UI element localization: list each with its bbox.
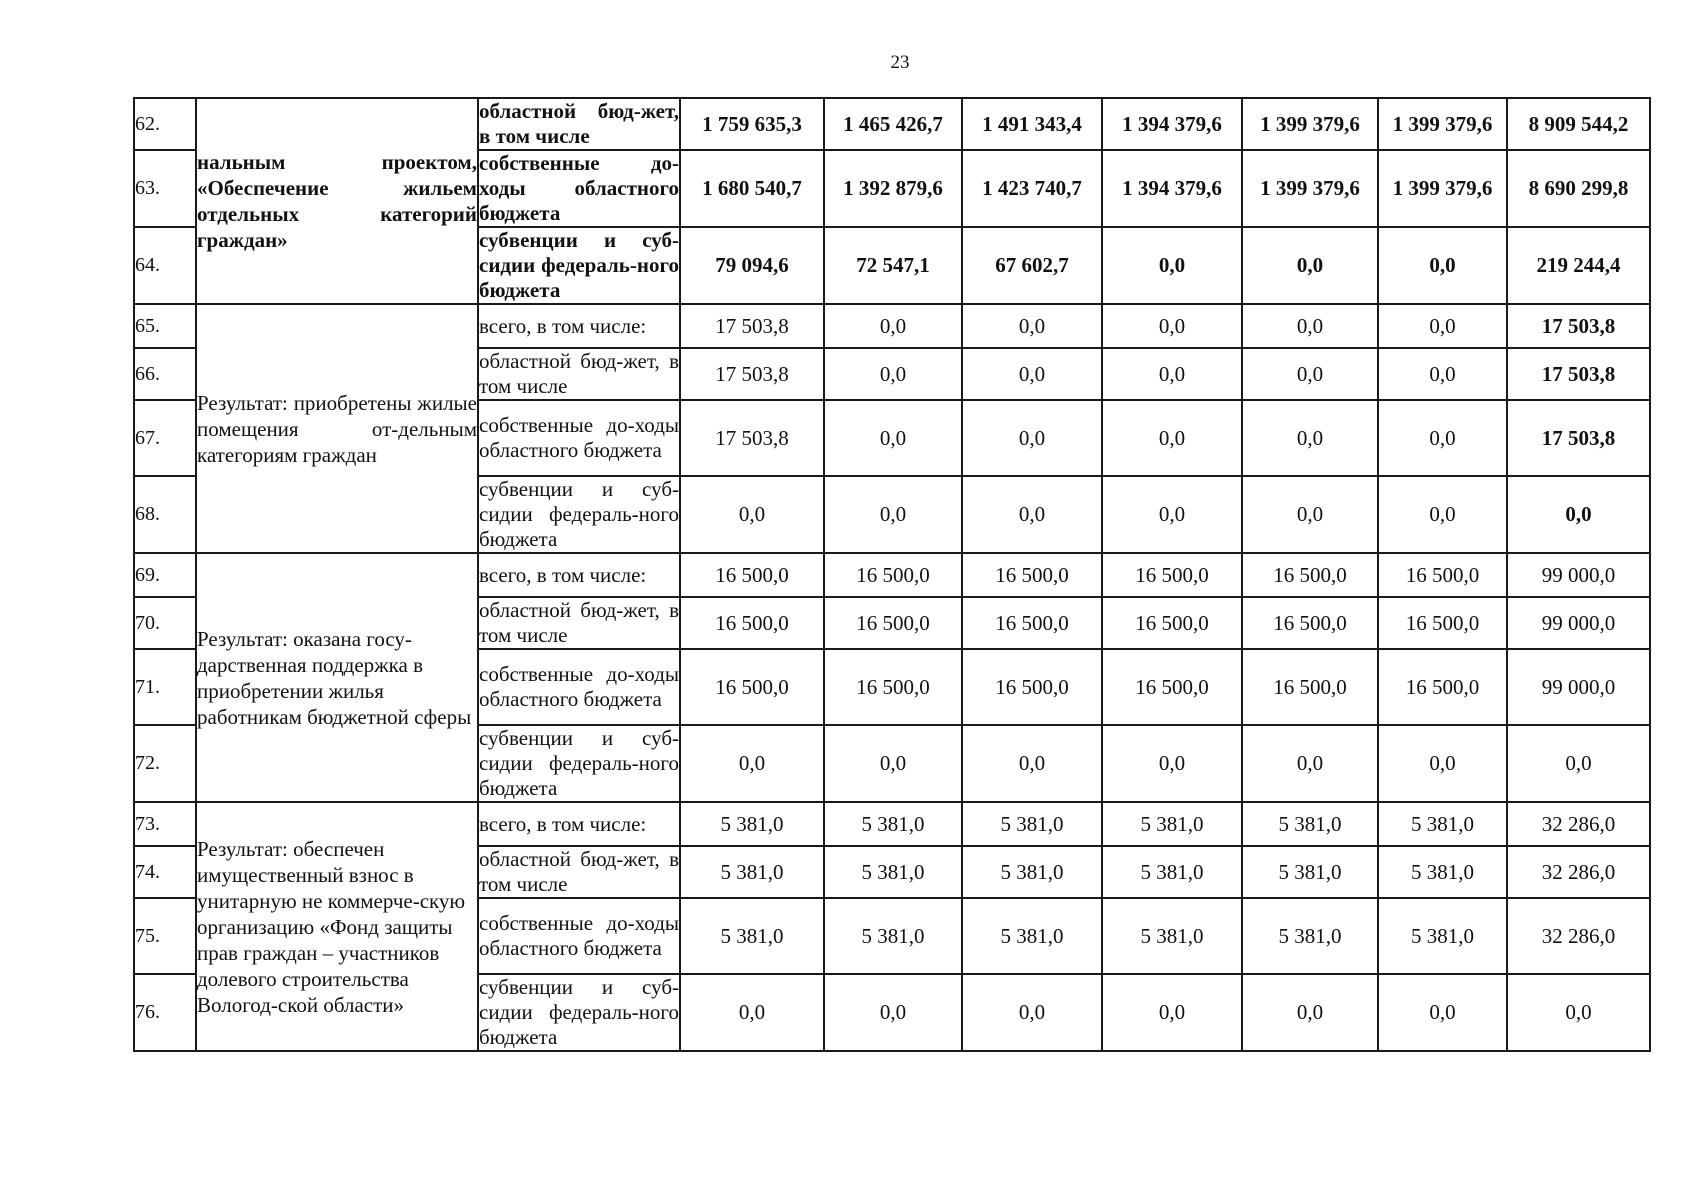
value-cell: 0,0 xyxy=(962,304,1102,348)
value-cell: 17 503,8 xyxy=(680,348,824,400)
total-cell: 32 286,0 xyxy=(1507,802,1650,846)
value-cell: 0,0 xyxy=(1242,400,1378,476)
value-cell: 0,0 xyxy=(1378,304,1507,348)
table-row xyxy=(134,802,1650,846)
value-cell: 5 381,0 xyxy=(1242,846,1378,898)
value-cell: 0,0 xyxy=(1378,348,1507,400)
value-cell: 5 381,0 xyxy=(824,802,962,846)
value-cell: 0,0 xyxy=(1242,725,1378,802)
value-cell: 0,0 xyxy=(824,304,962,348)
value-cell: 0,0 xyxy=(1102,348,1242,400)
value-cell: 0,0 xyxy=(1378,476,1507,553)
row-number: 62. xyxy=(134,98,196,150)
funding-source: субвенции и суб-сидии федераль-ного бюджета xyxy=(479,975,679,1049)
row-number: 71. xyxy=(134,649,196,725)
funding-source: субвенции и суб-сидии федераль-ного бюджета xyxy=(479,726,679,800)
value-cell: 16 500,0 xyxy=(962,597,1102,649)
total-cell: 17 503,8 xyxy=(1507,304,1650,348)
row-number: 66. xyxy=(134,348,196,400)
total-cell: 219 244,4 xyxy=(1507,227,1650,304)
value-cell: 5 381,0 xyxy=(1242,802,1378,846)
value-cell: 5 381,0 xyxy=(1102,898,1242,974)
funding-source: собственные до-ходы областного бюджета xyxy=(478,649,680,725)
value-cell: 16 500,0 xyxy=(824,553,962,597)
funding-source: областной бюд-жет, в том числе xyxy=(479,99,679,148)
value-cell: 0,0 xyxy=(824,476,962,553)
value-cell: 0,0 xyxy=(962,348,1102,400)
value-cell: 5 381,0 xyxy=(962,898,1102,974)
row-number: 73. xyxy=(134,802,196,846)
value-cell: 67 602,7 xyxy=(962,227,1102,304)
value-cell: 16 500,0 xyxy=(1242,597,1378,649)
value-cell: 1 423 740,7 xyxy=(962,150,1102,227)
row-number: 68. xyxy=(134,476,196,553)
value-cell: 16 500,0 xyxy=(1102,597,1242,649)
funding-source: всего, в том числе: xyxy=(478,802,680,846)
value-cell: 16 500,0 xyxy=(680,649,824,725)
value-cell: 0,0 xyxy=(1102,304,1242,348)
total-cell: 99 000,0 xyxy=(1507,597,1650,649)
value-cell: 5 381,0 xyxy=(1102,802,1242,846)
funding-source: всего, в том числе: xyxy=(478,304,680,348)
value-cell: 0,0 xyxy=(1242,304,1378,348)
value-cell: 16 500,0 xyxy=(680,597,824,649)
page-number: 23 xyxy=(890,52,910,73)
total-cell: 99 000,0 xyxy=(1507,553,1650,597)
row-number: 76. xyxy=(134,974,196,1051)
value-cell: 16 500,0 xyxy=(1378,649,1507,725)
total-cell: 0,0 xyxy=(1507,974,1650,1051)
row-number: 65. xyxy=(134,304,196,348)
value-cell: 0,0 xyxy=(824,400,962,476)
value-cell: 1 759 635,3 xyxy=(680,98,824,150)
value-cell: 0,0 xyxy=(1378,974,1507,1051)
budget-table xyxy=(133,97,1651,1052)
value-cell: 16 500,0 xyxy=(824,597,962,649)
row-number: 67. xyxy=(134,400,196,476)
value-cell: 16 500,0 xyxy=(962,553,1102,597)
value-cell: 0,0 xyxy=(1102,974,1242,1051)
value-cell: 16 500,0 xyxy=(962,649,1102,725)
funding-source: собственные до-ходы областного бюджета xyxy=(478,400,680,476)
total-cell: 8 690 299,8 xyxy=(1507,150,1650,227)
value-cell: 16 500,0 xyxy=(1102,553,1242,597)
value-cell: 0,0 xyxy=(1102,400,1242,476)
value-cell: 0,0 xyxy=(824,348,962,400)
group-description: Результат: обеспечен имущественный взнос в унитарную не коммерче-скую организацию «Фонд защиты прав граждан – участников долевого строительства Вологод-ской области» xyxy=(196,802,478,1051)
value-cell: 1 394 379,6 xyxy=(1102,150,1242,227)
value-cell: 1 399 379,6 xyxy=(1242,150,1378,227)
total-cell: 17 503,8 xyxy=(1507,400,1650,476)
value-cell: 5 381,0 xyxy=(680,898,824,974)
total-cell: 8 909 544,2 xyxy=(1507,98,1650,150)
row-number: 70. xyxy=(134,597,196,649)
table-row xyxy=(134,553,1650,597)
row-number: 75. xyxy=(134,898,196,974)
funding-source: областной бюд-жет, в том числе xyxy=(479,349,679,398)
funding-source: субвенции и суб-сидии федераль-ного бюджета xyxy=(479,228,679,302)
value-cell: 16 500,0 xyxy=(680,553,824,597)
value-cell: 5 381,0 xyxy=(680,802,824,846)
total-cell: 32 286,0 xyxy=(1507,846,1650,898)
funding-source: собственные до-ходы областного бюджета xyxy=(479,151,679,225)
value-cell: 1 399 379,6 xyxy=(1242,98,1378,150)
value-cell: 1 465 426,7 xyxy=(824,98,962,150)
value-cell: 16 500,0 xyxy=(1242,649,1378,725)
value-cell: 0,0 xyxy=(1378,725,1507,802)
total-cell: 99 000,0 xyxy=(1507,649,1650,725)
row-number: 72. xyxy=(134,725,196,802)
value-cell: 16 500,0 xyxy=(1378,597,1507,649)
value-cell: 5 381,0 xyxy=(962,846,1102,898)
value-cell: 5 381,0 xyxy=(824,846,962,898)
value-cell: 1 491 343,4 xyxy=(962,98,1102,150)
value-cell: 17 503,8 xyxy=(680,304,824,348)
row-number: 69. xyxy=(134,553,196,597)
value-cell: 0,0 xyxy=(1102,725,1242,802)
total-cell: 17 503,8 xyxy=(1507,348,1650,400)
value-cell: 0,0 xyxy=(680,974,824,1051)
value-cell: 0,0 xyxy=(680,725,824,802)
value-cell: 16 500,0 xyxy=(824,649,962,725)
value-cell: 1 394 379,6 xyxy=(1102,98,1242,150)
value-cell: 16 500,0 xyxy=(1102,649,1242,725)
total-cell: 32 286,0 xyxy=(1507,898,1650,974)
table-row xyxy=(134,304,1650,348)
group-description: Результат: оказана госу-дарственная поддержка в приобретении жилья работникам бюджетной сферы xyxy=(196,553,478,802)
value-cell: 1 399 379,6 xyxy=(1378,150,1507,227)
total-cell: 0,0 xyxy=(1507,476,1650,553)
value-cell: 0,0 xyxy=(1242,974,1378,1051)
value-cell: 5 381,0 xyxy=(824,898,962,974)
funding-source: всего, в том числе: xyxy=(478,553,680,597)
value-cell: 1 392 879,6 xyxy=(824,150,962,227)
value-cell: 0,0 xyxy=(1378,227,1507,304)
funding-source: собственные до-ходы областного бюджета xyxy=(478,898,680,974)
value-cell: 16 500,0 xyxy=(1242,553,1378,597)
value-cell: 0,0 xyxy=(824,725,962,802)
funding-source: областной бюд-жет, в том числе xyxy=(479,847,679,896)
value-cell: 0,0 xyxy=(1378,400,1507,476)
total-cell: 0,0 xyxy=(1507,725,1650,802)
value-cell: 0,0 xyxy=(962,476,1102,553)
group-description: нальным проектом, «Обеспечение жильем отдельных категорий граждан» xyxy=(196,98,478,304)
value-cell: 1 680 540,7 xyxy=(680,150,824,227)
value-cell: 79 094,6 xyxy=(680,227,824,304)
value-cell: 0,0 xyxy=(1102,476,1242,553)
value-cell: 0,0 xyxy=(1242,227,1378,304)
row-number: 74. xyxy=(134,846,196,898)
value-cell: 72 547,1 xyxy=(824,227,962,304)
value-cell: 0,0 xyxy=(1242,476,1378,553)
value-cell: 17 503,8 xyxy=(680,400,824,476)
value-cell: 1 399 379,6 xyxy=(1378,98,1507,150)
value-cell: 5 381,0 xyxy=(1378,898,1507,974)
funding-source: субвенции и суб-сидии федераль-ного бюджета xyxy=(479,477,679,551)
value-cell: 0,0 xyxy=(1102,227,1242,304)
value-cell: 5 381,0 xyxy=(1378,846,1507,898)
value-cell: 0,0 xyxy=(1242,348,1378,400)
row-number: 63. xyxy=(134,150,196,227)
value-cell: 5 381,0 xyxy=(1242,898,1378,974)
value-cell: 5 381,0 xyxy=(962,802,1102,846)
value-cell: 0,0 xyxy=(962,974,1102,1051)
value-cell: 0,0 xyxy=(824,974,962,1051)
group-description: Результат: приобретены жилые помещения от-дельным категориям граждан xyxy=(196,304,478,553)
value-cell: 0,0 xyxy=(680,476,824,553)
value-cell: 0,0 xyxy=(962,400,1102,476)
row-number: 64. xyxy=(134,227,196,304)
value-cell: 16 500,0 xyxy=(1378,553,1507,597)
value-cell: 5 381,0 xyxy=(680,846,824,898)
value-cell: 0,0 xyxy=(962,725,1102,802)
value-cell: 5 381,0 xyxy=(1102,846,1242,898)
funding-source: областной бюд-жет, в том числе xyxy=(479,598,679,647)
table-row xyxy=(134,98,1650,150)
value-cell: 5 381,0 xyxy=(1378,802,1507,846)
